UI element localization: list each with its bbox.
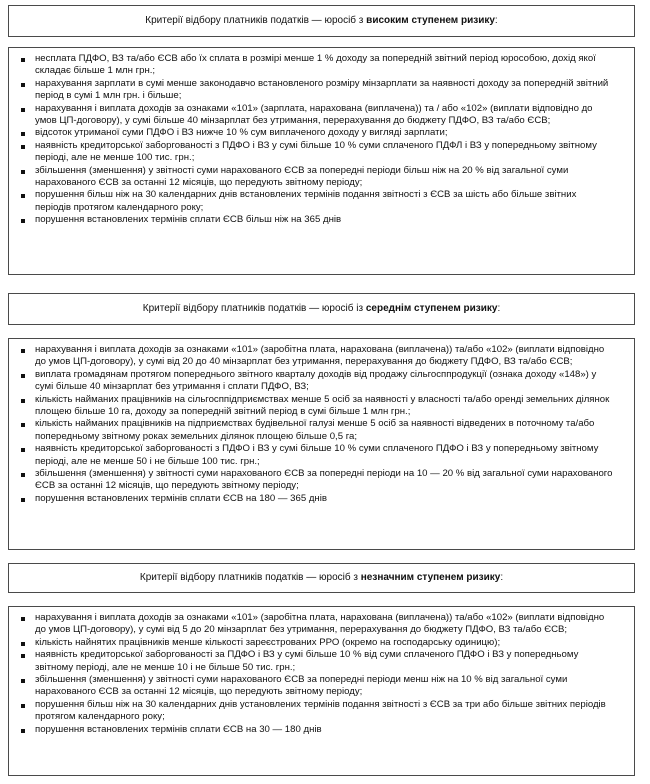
list-item: наявність кредиторської заборгованості за ПДФО і ВЗ у сумі більше 10 % від суми сплаченого ПДФО і ВЗ у попередньому звітному періоді, але не менше 10 і не більше 50 тис. грн.; (19, 649, 614, 674)
list-item: наявність кредиторської заборгованості з ПДФО і ВЗ у сумі більше 10 % суми сплаченого ПДФЛ і ВЗ у попередньому звітному періоді, але не менше 100 тис. грн.; (19, 140, 614, 165)
list-item: збільшення (зменшення) у звітності суми нарахованого ЄСВ за попередні періоди більш ніж на 20 % від загальної суми нарахованого ЄСВ за останні 12 місяців, що передують звітному періоду; (19, 165, 614, 190)
list-item: відсоток утриманої суми ПДФО і ВЗ нижче 10 % сум виплаченого доходу у вигляді зарплати; (19, 127, 614, 139)
list-item: збільшення (зменшення) у звітності суми нарахованого ЄСВ за попередні періоди на 10 — 20 % від загальної суми нарахованого ЄСВ за останні 12 місяців, що передують звітному періоду; (19, 468, 614, 493)
low-risk-header (8, 563, 635, 593)
list-item: несплата ПДФО, ВЗ та/або ЄСВ або їх сплата в розмірі менше 1 % доходу за попередній звітний період юрособою, дохід якої складає більше 1 млн грн.; (19, 53, 614, 78)
low-risk-title: Критерії відбору платників податків — юросіб з незначним ступенем ризику: (139, 572, 504, 583)
list-item: кількість найманих працівників на підприємствах будівельної галузі менше 5 осіб за наявності відведених в поточному та/або попередньому звітному роках земельних ділянок площею більше 0,5 га; (19, 418, 614, 443)
list-item: кількість найнятих працівників менше кількості зареєстрованих РРО (окремо на господарську одиницю); (19, 637, 614, 649)
list-item: кількість найманих працівників на сільгосппідприємствах менше 5 осіб за наявності у власності та/або оренді земельних ділянок площею більше 10 га, доходу за попередній звітний період в сумі більше 1 млн грн.; (19, 394, 614, 419)
list-item: виплата громадянам протягом попереднього звітного кварталу доходів від продажу сільгосппродукції (ознака доходу «148») у сумі більше 40 мінзарплат без утримання і сплати ПДФО, ВЗ; (19, 369, 614, 394)
high-risk-header (8, 5, 635, 37)
list-item: збільшення (зменшення) у звітності суми нарахованого ЄСВ за попередні періоди менш ніж на 10 % від загальної суми нарахованого ЄСВ за останні 12 місяців, що передують звітному періоду; (19, 674, 614, 699)
high-risk-criteria-list (8, 47, 635, 275)
list-item: нарахування і виплата доходів за ознаками «101» (зарплата, нарахована (виплачена)) та / або «102» (виплати відповідно до умов ЦП-договору), у сумі більше 40 мінзарплат без утримання, перерахування до бюджету ПДФО, ВЗ та/або ЄСВ; (19, 103, 614, 128)
high-risk-title: Критерії відбору платників податків — юросіб з високим ступенем ризику: (145, 15, 498, 26)
list-item: порушення встановлених термінів сплати ЄСВ більш ніж на 365 днів (19, 214, 614, 226)
list-item: нарахування і виплата доходів за ознаками «101» (заробітна плата, нарахована (виплачена)) та/або «102» (виплати відповідно до умов ЦП-договору), у сумі від 20 до 40 мінзарплат без утримання, перерахування до бюджету ПДФО, ВЗ та/або ЄСВ; (19, 344, 614, 369)
list-item: порушення більш ніж на 30 календарних днів встановлених термінів подання звітності з ЄСВ за шість або більше звітних періодів протягом календарного року; (19, 189, 614, 214)
medium-risk-header (8, 293, 635, 325)
list-item: нарахування і виплата доходів за ознаками «101» (заробітна плата, нарахована (виплачена)) та/або «102» (виплати відповідно до умов ЦП-договору), у сумі від 5 до 20 мінзарплат без утримання, перерахування до бюджету ПДФО, ВЗ та/або ЄСВ; (19, 612, 614, 637)
list-item: порушення встановлених термінів сплати ЄСВ на 30 — 180 днів (19, 724, 614, 736)
low-risk-criteria-list (8, 606, 635, 776)
medium-risk-criteria-list (8, 338, 635, 550)
list-item: нарахування зарплати в сумі менше законодавчо встановленого розміру мінзарплати за наявності доходу за попередній звітний період в сумі 1 млн грн. і більше; (19, 78, 614, 103)
list-item: наявність кредиторської заборгованості з ПДФО і ВЗ у сумі більше 10 % суми сплаченого ПДФО і ВЗ у попередньому звітному періоді, але не менше 50 і не більше 100 тис. грн.; (19, 443, 614, 468)
medium-risk-title: Критерії відбору платників податків — юросіб із середнім ступенем ризику: (142, 303, 501, 314)
list-item: порушення більш ніж на 30 календарних днів установлених термінів подання звітності з ЄСВ за три або більше звітних періодів протягом календарного року; (19, 699, 614, 724)
list-item: порушення встановлених термінів сплати ЄСВ на 180 — 365 днів (19, 493, 614, 505)
